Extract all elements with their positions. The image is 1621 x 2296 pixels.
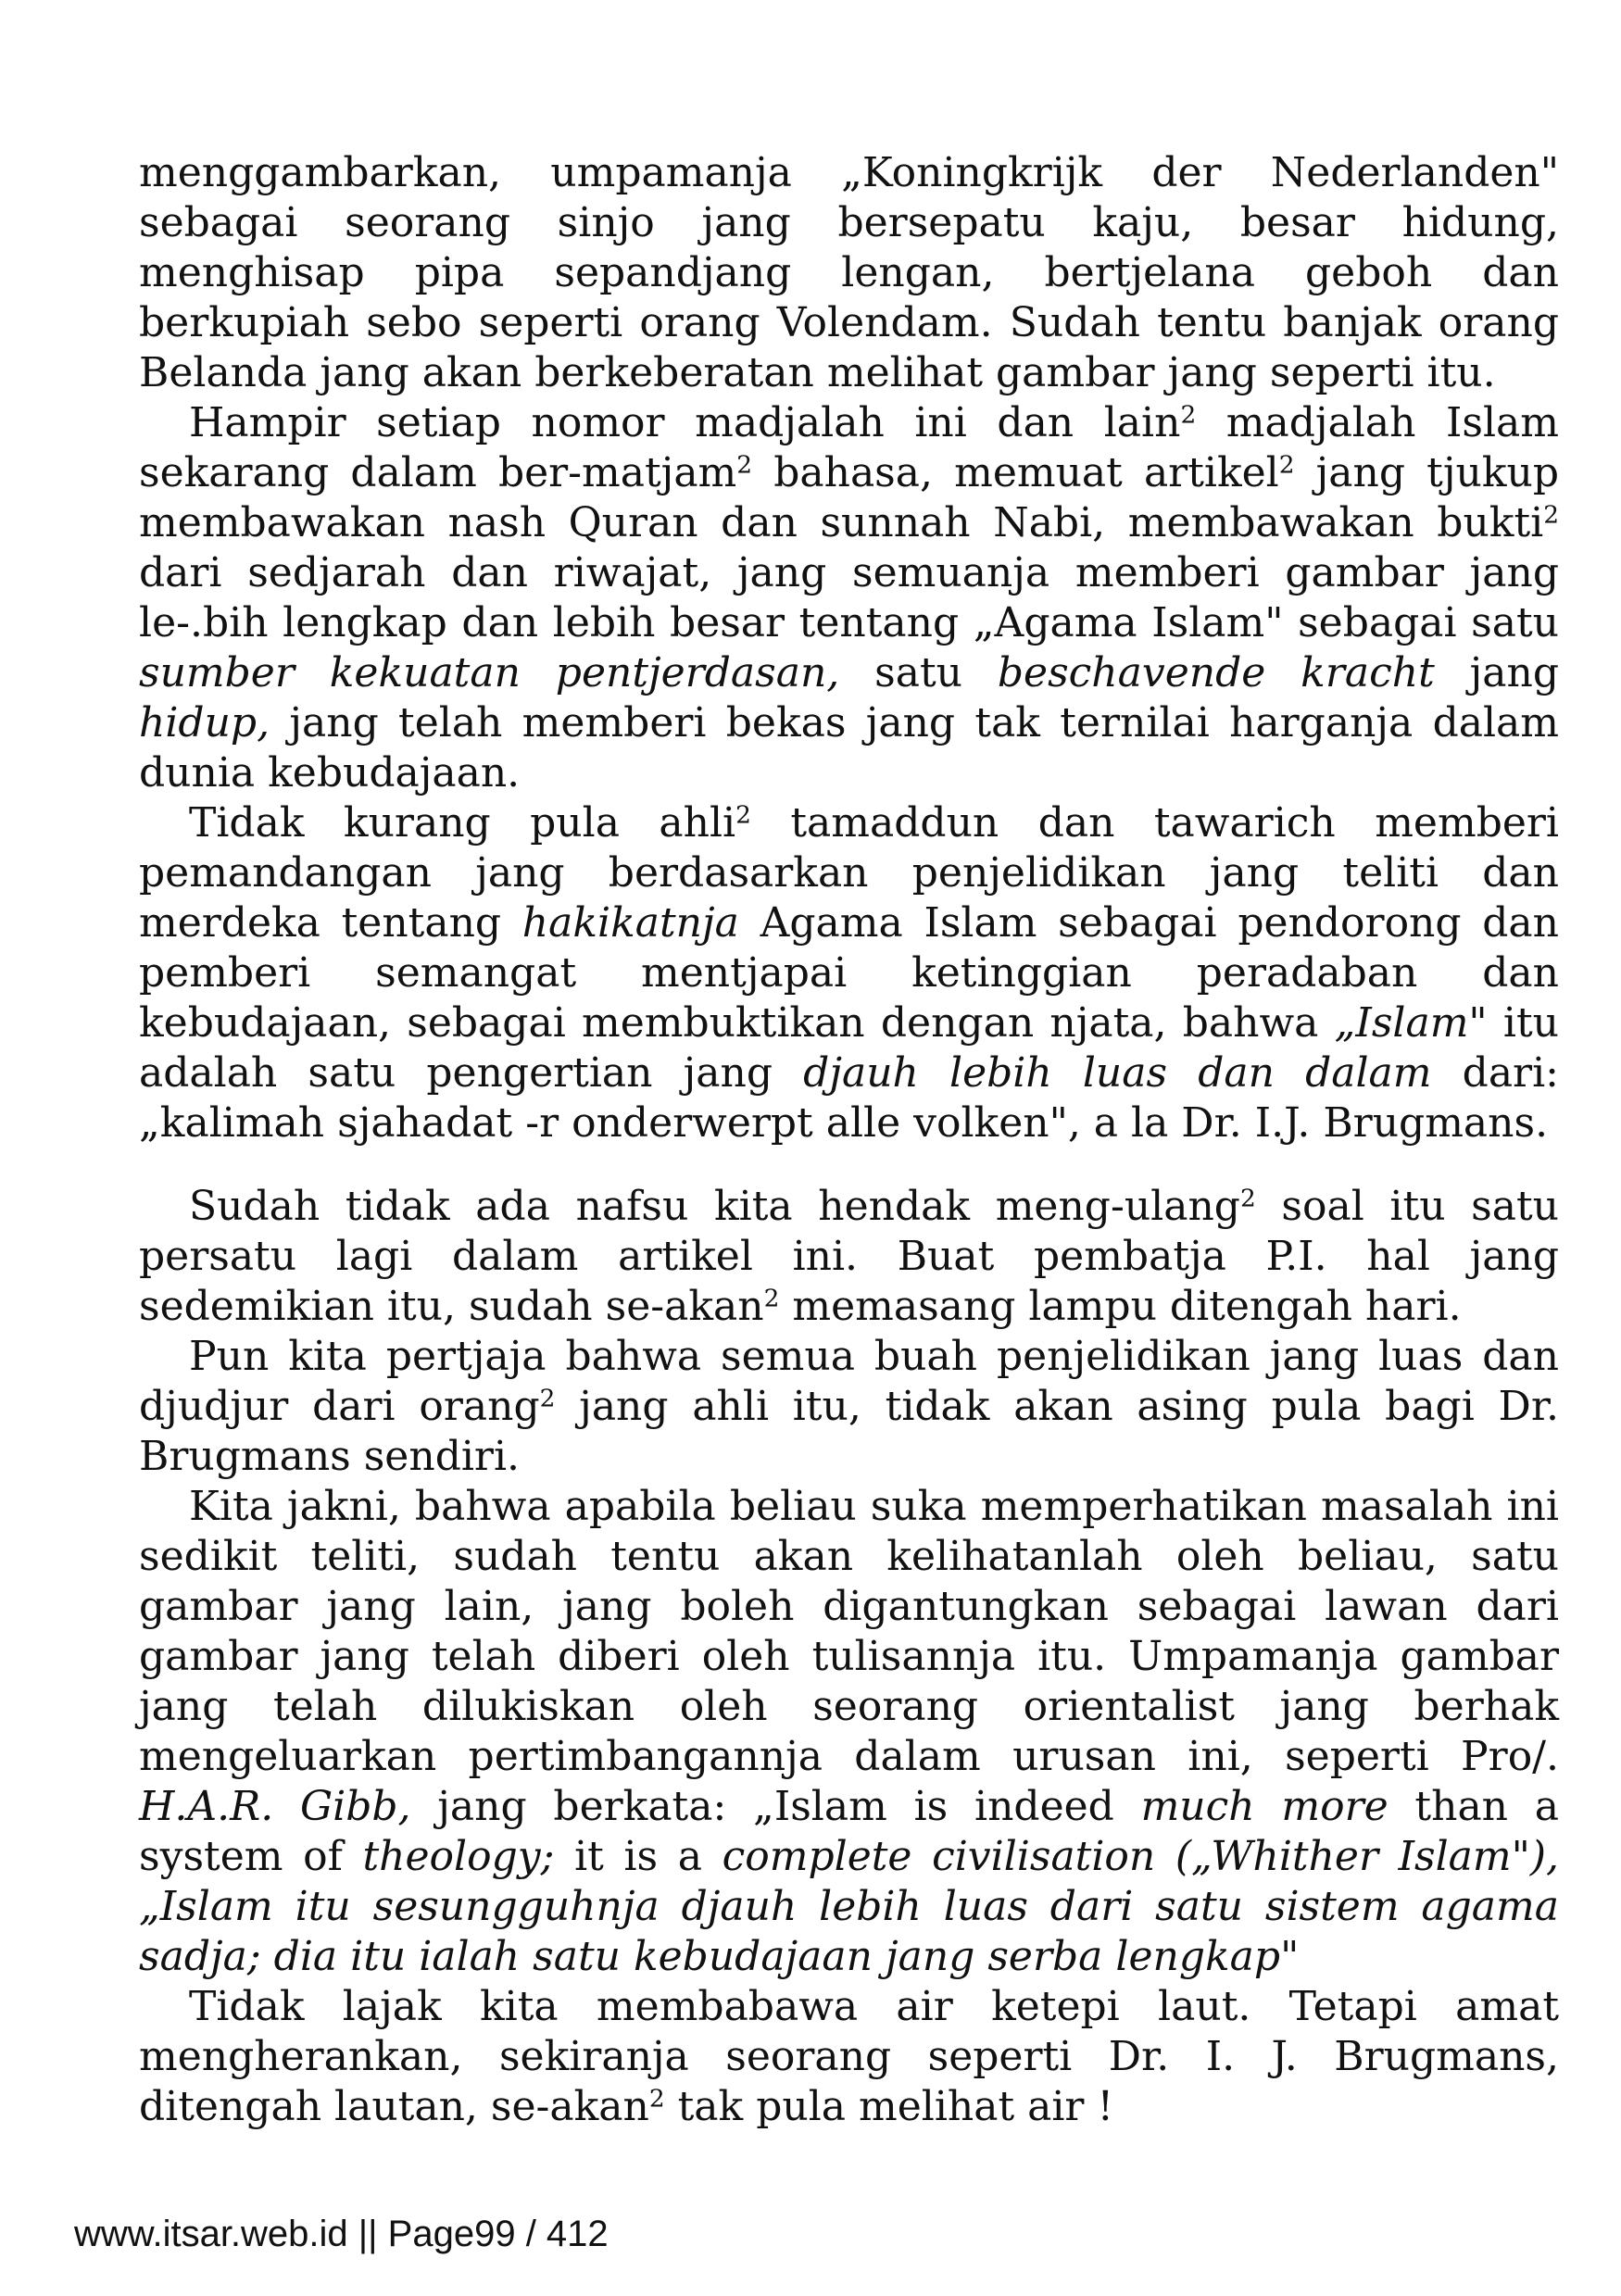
text-run: itu adalah satu pengertian jang bbox=[139, 999, 1560, 1097]
text-run: jang tjukup membawakan nash Quran dan sunnah Nabi, membawakan bukti bbox=[139, 449, 1559, 546]
italic-text: djauh lebih luas dan dalam bbox=[803, 1049, 1432, 1097]
text-run: dari sedjarah dan riwajat, jang semuanja memberi gambar jang le-.bih lengkap dan lebih besar tentang „Agama Islam" sebagai satu bbox=[139, 549, 1559, 646]
paragraph-4 bbox=[139, 1182, 1559, 1332]
page-body bbox=[139, 148, 1559, 2132]
text-run: tamaddun dan tawarich memberi pemandangan jang berdasarkan penjelidikan jang teliti dan merdeka tentang bbox=[139, 799, 1560, 947]
text-run: menggambarkan, umpamanja „Koningkrijk der Nederlanden" sebagai seorang sinjo jang bersepatu kaju, besar hidung, menghisap pipa sepandjang lengan, bertjelana geboh dan berkupiah sebo seperti orang Volendam. Sudah tentu banjak orang Belanda jang akan berkeberatan melihat gambar jang seperti itu. bbox=[139, 149, 1559, 396]
text-run: Hampir setiap nomor madjalah ini dan lain bbox=[189, 399, 1181, 446]
text-run: bahasa, memuat artikel bbox=[752, 449, 1279, 496]
italic-text: much more bbox=[1140, 1783, 1389, 1830]
text-run: Tidak kurang pula ahli bbox=[189, 799, 736, 847]
superscript-2: 2 bbox=[1239, 1184, 1256, 1213]
paragraph-7 bbox=[139, 1982, 1559, 2132]
italic-text: complete civilisation („Whither Islam"), „Islam itu sesungguhnja djauh lebih luas dari satu sistem agama sadja; dia itu ialah satu kebudajaan jang serba lengkap" bbox=[139, 1833, 1559, 1980]
text-run: jang berkata: „Islam is indeed bbox=[410, 1783, 1141, 1830]
italic-text: theology; bbox=[362, 1833, 555, 1880]
italic-text: H.A.R. Gibb, bbox=[139, 1783, 411, 1830]
text-run: memasang lampu ditengah hari. bbox=[779, 1283, 1462, 1330]
superscript-2: 2 bbox=[763, 1284, 780, 1313]
text-run: jang telah memberi bekas jang tak ternilai harganja dalam dunia kebudajaan. bbox=[139, 699, 1559, 797]
superscript-2: 2 bbox=[736, 450, 753, 480]
italic-text: „Islam" bbox=[1334, 999, 1488, 1047]
superscript-2: 2 bbox=[735, 800, 751, 830]
superscript-2: 2 bbox=[539, 1384, 556, 1413]
superscript-2: 2 bbox=[648, 2084, 665, 2114]
page-footer: www.itsar.web.id || Page99 / 412 bbox=[74, 2214, 609, 2254]
text-run: than a system of bbox=[139, 1783, 1560, 1880]
text-run: madjalah Islam sekarang dalam ber-matjam bbox=[139, 399, 1559, 496]
text-run: tak pula melihat air ! bbox=[664, 2083, 1114, 2130]
text-run: jang bbox=[1434, 649, 1560, 696]
text-run: Tidak lajak kita membabawa air ketepi laut. Tetapi amat mengherankan, sekiranja seorang seperti Dr. I. J. Brugmans, ditengah lautan, se-akan bbox=[139, 1983, 1559, 2130]
italic-text: hidup, bbox=[139, 699, 270, 747]
text-run: jang ahli itu, tidak akan asing pula bagi Dr. Brugmans sendiri. bbox=[139, 1383, 1560, 1480]
text-run: Agama Islam sebagai pendorong dan pemberi semangat mentjapai ketinggian peradaban dan kebudajaan, sebagai membuktikan dengan njata, bahwa bbox=[139, 899, 1560, 1047]
italic-text: sumber kekuatan pentjerdasan, bbox=[139, 649, 840, 696]
text-run: it is a bbox=[554, 1833, 723, 1880]
italic-text: beschavende kracht bbox=[997, 649, 1435, 696]
text-run: satu bbox=[839, 649, 998, 696]
text-run: Pun kita pertjaja bahwa semua buah penjelidikan jang luas dan djudjur dari orang bbox=[139, 1333, 1559, 1430]
paragraph-5 bbox=[139, 1332, 1559, 1482]
text-run: Kita jakni, bahwa apabila beliau suka memperhatikan masalah ini sedikit teliti, sudah tentu akan kelihatanlah oleh beliau, satu gambar jang lain, jang boleh digantungkan sebagai lawan dari gambar jang telah diberi oleh tulisannja itu. Umpamanja gambar jang telah dilukiskan oleh seorang orientalist jang berhak mengeluarkan pertimbangannja dalam urusan ini, seperti Pro/. bbox=[139, 1483, 1559, 1780]
text-run: Sudah tidak ada nafsu kita hendak meng-ulang bbox=[189, 1183, 1240, 1230]
superscript-2: 2 bbox=[1180, 400, 1197, 430]
superscript-2: 2 bbox=[1543, 500, 1559, 530]
paragraph-2 bbox=[139, 398, 1559, 798]
paragraph-6 bbox=[139, 1482, 1559, 1982]
paragraph-1 bbox=[139, 148, 1559, 398]
paragraph-3 bbox=[139, 798, 1559, 1148]
italic-text: hakikatnja bbox=[521, 899, 739, 947]
text-run: dari: „kalimah sjahadat -r onderwerpt alle volken", a la Dr. I.J. Brugmans. bbox=[139, 1049, 1559, 1147]
text-run: soal itu satu persatu lagi dalam artikel ini. Buat pembatja P.I. hal jang sedemikian itu, sudah se-akan bbox=[139, 1183, 1559, 1330]
superscript-2: 2 bbox=[1278, 450, 1295, 480]
